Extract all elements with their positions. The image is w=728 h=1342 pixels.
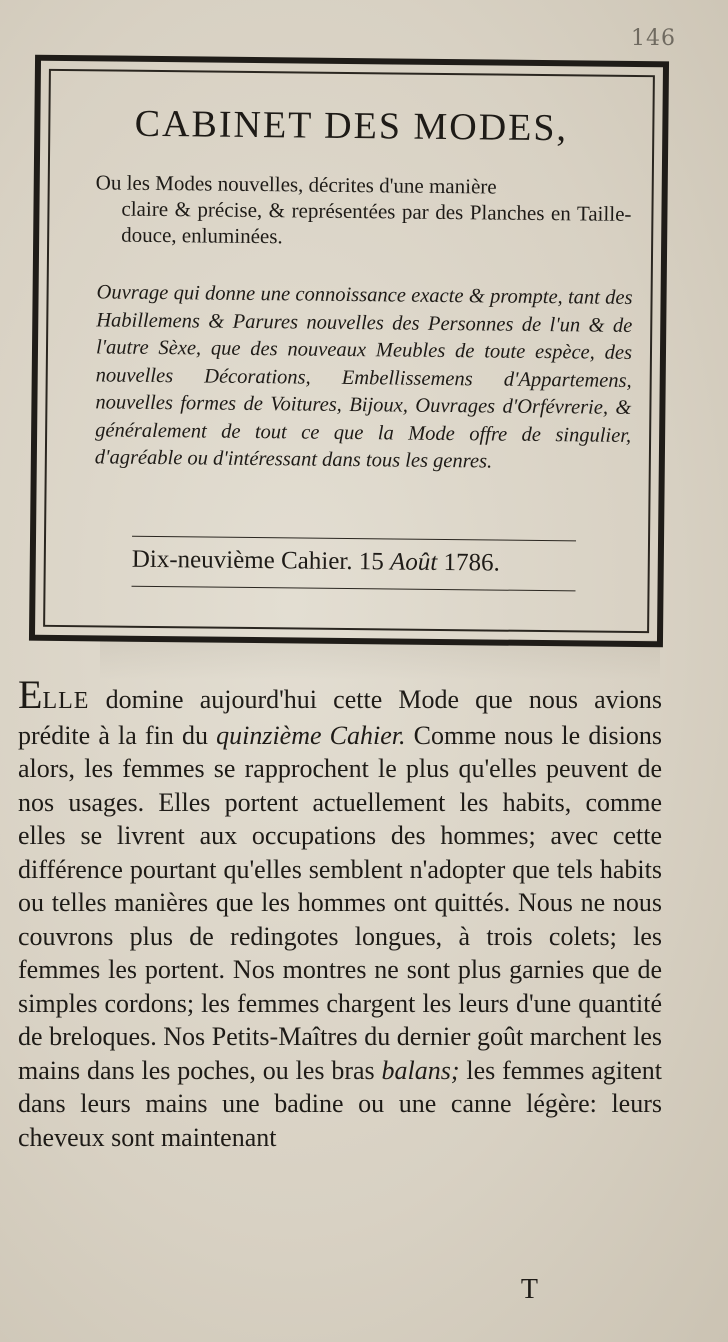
journal-title: CABINET DES MODES,: [134, 102, 569, 150]
journal-description: Ouvrage qui donne une connoissance exacte & prompte, tant des Habillemens & Parures nouvelles des Personnes de l'un & de l'autre Sèxe, que des nouveaux Meubles de toute espèce, des nouvelles Décorations, Embellissemens d'Appartemens, nouvelles formes de Voitures, Bijoux, Ouvrages d'Orfévrerie, & généralement de tout ce que la Mode offre de singulier, d'agréable ou d'intéressant dans tous les genres.: [94, 281, 633, 473]
body-text-2: Comme nous le disions alors, les femmes se rapprochent le plus qu'elles peuvent de nos usages. Elles portent actuellement les habits, comme elles se livrent aux occupations des hommes; avec cette différence pourtant qu'elles semblent n'adopter que tels habits ou telles manières que les hommes ont quittés. Nous ne nous couvrons plus de redingotes longues, à trois colets; les femmes les portent. Nos montres ne sont plus garnies que de simples cordons; les femmes chargent les leurs d'une quantité de breloques. Nos Petits-Maîtres du dernier goût marchent les mains dans les poches, ou les bras: [18, 720, 663, 1085]
body-text-3: les femmes agitent dans leurs mains une badine ou une canne légère: leurs cheveux sont maintenant: [18, 1055, 663, 1152]
issue-line: [132, 546, 588, 579]
subtitle-rest: claire & précise, & représentées par des Planches en Taille-douce, enluminées.: [121, 196, 632, 249]
journal-subtitle: [95, 169, 632, 253]
body-italic-1: quinzième Cahier.: [216, 720, 406, 750]
title-frame: [29, 55, 669, 648]
issue-month: Août: [389, 548, 438, 576]
signature-mark: T: [520, 1274, 538, 1305]
issue-year: 1786.: [443, 549, 500, 577]
page-number: 146: [631, 26, 676, 51]
lead-smallcaps: LLE: [42, 688, 90, 714]
subtitle-first-line: Ou les Modes nouvelles, décrites d'une manière: [95, 170, 497, 199]
issue-label: Dix-neuvième Cahier.: [131, 545, 353, 576]
drop-cap: E: [18, 672, 43, 717]
article-body: [18, 672, 663, 1154]
body-text-1: domine aujourd'hui cette Mode que nous avions prédite à la fin du: [18, 685, 662, 750]
issue-day: 15: [358, 548, 384, 576]
body-italic-2: balans;: [381, 1055, 460, 1085]
